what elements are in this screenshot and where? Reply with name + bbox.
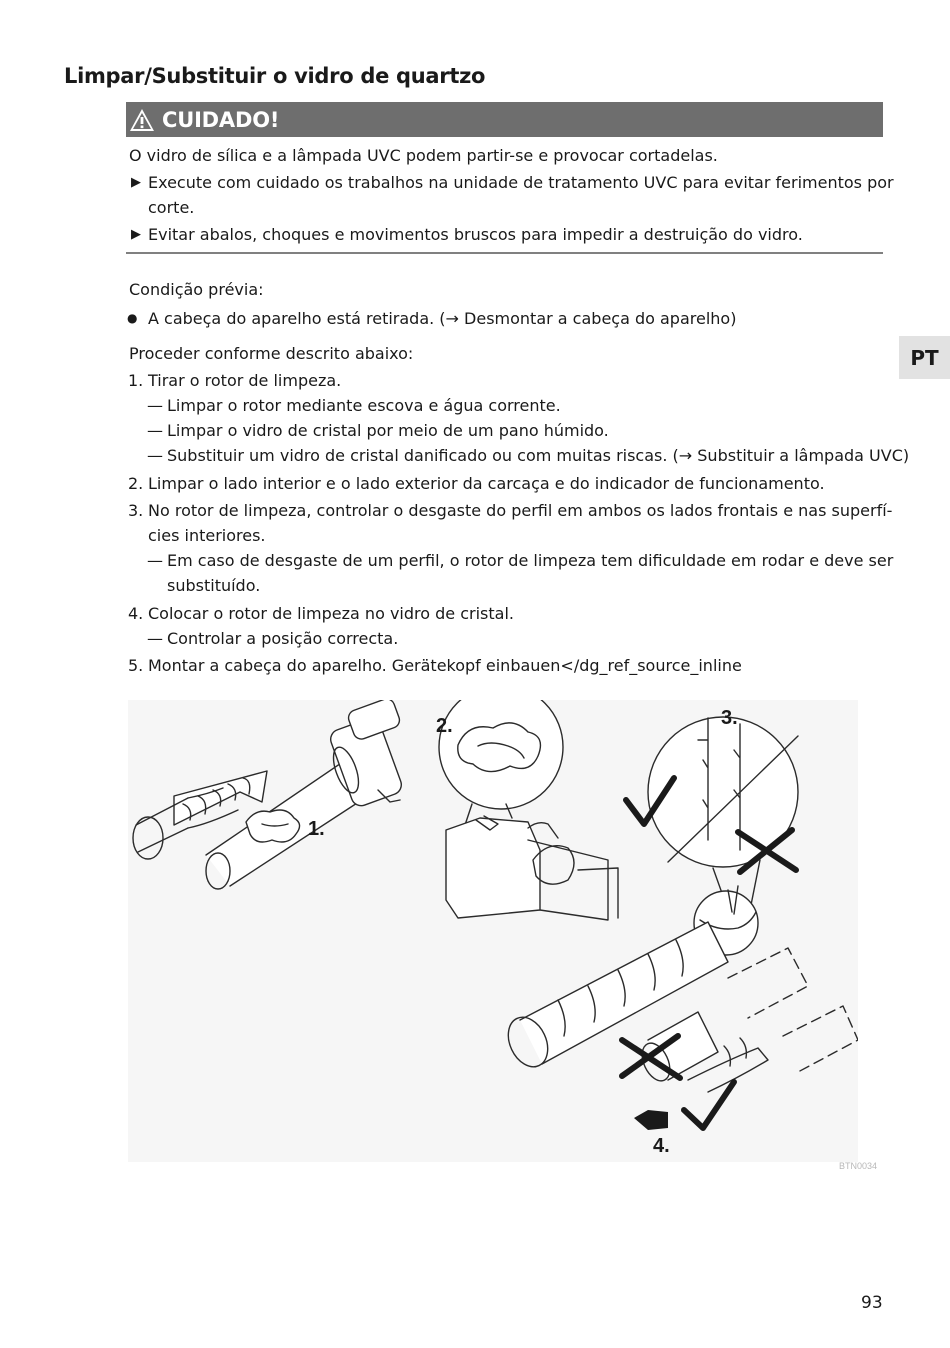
procedure-label: Proceder conforme descrito abaixo: [129,344,414,363]
caution-banner [126,102,883,137]
figure-label-2: 2. [436,715,453,737]
step-5: Montar a cabeça do aparelho. Gerätekopf einbauen</dg_ref_source_inline [148,656,742,675]
panel-3-drawing [648,717,798,955]
instruction-2: Evitar abalos, choques e movimentos bruscos para impedir a destruição do vidro. [148,225,803,244]
substep-dash: — [147,629,163,648]
insert-arrow-icon [634,1110,668,1130]
caution-divider [126,252,883,254]
step-3-line1: No rotor de limpeza, controlar o desgaste do perfil em ambos os lados frontais e nas superfí- [148,501,893,520]
bullet-marker: ● [127,311,138,325]
step-3-sub-a-line1: Em caso de desgaste de um perfil, o rotor de limpeza tem dificuldade em rodar e deve ser [167,551,894,570]
figure-label-1: 1. [308,818,325,840]
precondition-label: Condição prévia: [129,280,264,299]
step-2: Limpar o lado interior e o lado exterior da carcaça e do indicador de funcionamento. [148,474,825,493]
instruction-marker: ▶ [131,175,141,190]
instruction-1-line1: Execute com cuidado os trabalhos na unidade de tratamento UVC para evitar ferimentos por [148,173,894,192]
substep-dash: — [147,446,163,465]
page-number: 93 [861,1293,883,1313]
step-number: 3. [128,501,144,520]
illustration-drawing [128,700,858,1162]
caution-text: O vidro de sílica e a lâmpada UVC podem partir-se e provocar cortadelas. [129,146,718,165]
panel-1-drawing [133,700,404,889]
instruction-marker: ▶ [131,227,141,242]
step-4: Colocar o rotor de limpeza no vidro de cristal. [148,604,514,623]
cleaning-illustration [128,700,858,1162]
substep-dash: — [147,421,163,440]
step-number: 4. [128,604,144,623]
language-tab: PT [899,336,950,379]
step-4-sub-a: Controlar a posição correcta. [167,629,399,648]
figure-label-3: 3. [721,707,738,729]
caution-label: CUIDADO! [162,107,280,132]
step-3-line2: cies interiores. [148,526,266,545]
step-1-sub-c: Substituir um vidro de cristal danificado ou com muitas riscas. (→ Substituir a lâmpada UVC) [167,446,910,465]
panel-4-drawing [501,922,858,1092]
precondition-item: A cabeça do aparelho está retirada. (→ Desmontar a cabeça do aparelho) [148,309,737,328]
instruction-1-line2: corte. [148,198,195,217]
step-number: 2. [128,474,144,493]
warning-triangle-icon [129,108,155,132]
figure-code: BTN0034 [839,1161,878,1171]
figure-label-4: 4. [653,1135,670,1157]
step-number: 1. [128,371,144,390]
step-3-sub-a-line2: substituído. [167,576,261,595]
panel-2-drawing [439,700,618,920]
checkmark-icon [684,1082,734,1128]
step-1: Tirar o rotor de limpeza. [148,371,342,390]
substep-dash: — [147,396,163,415]
substep-dash: — [147,551,163,570]
step-1-sub-a: Limpar o rotor mediante escova e água corrente. [167,396,561,415]
page-heading: Limpar/Substituir o vidro de quartzo [64,64,486,88]
step-number: 5. [128,656,144,675]
step-1-sub-b: Limpar o vidro de cristal por meio de um pano húmido. [167,421,609,440]
